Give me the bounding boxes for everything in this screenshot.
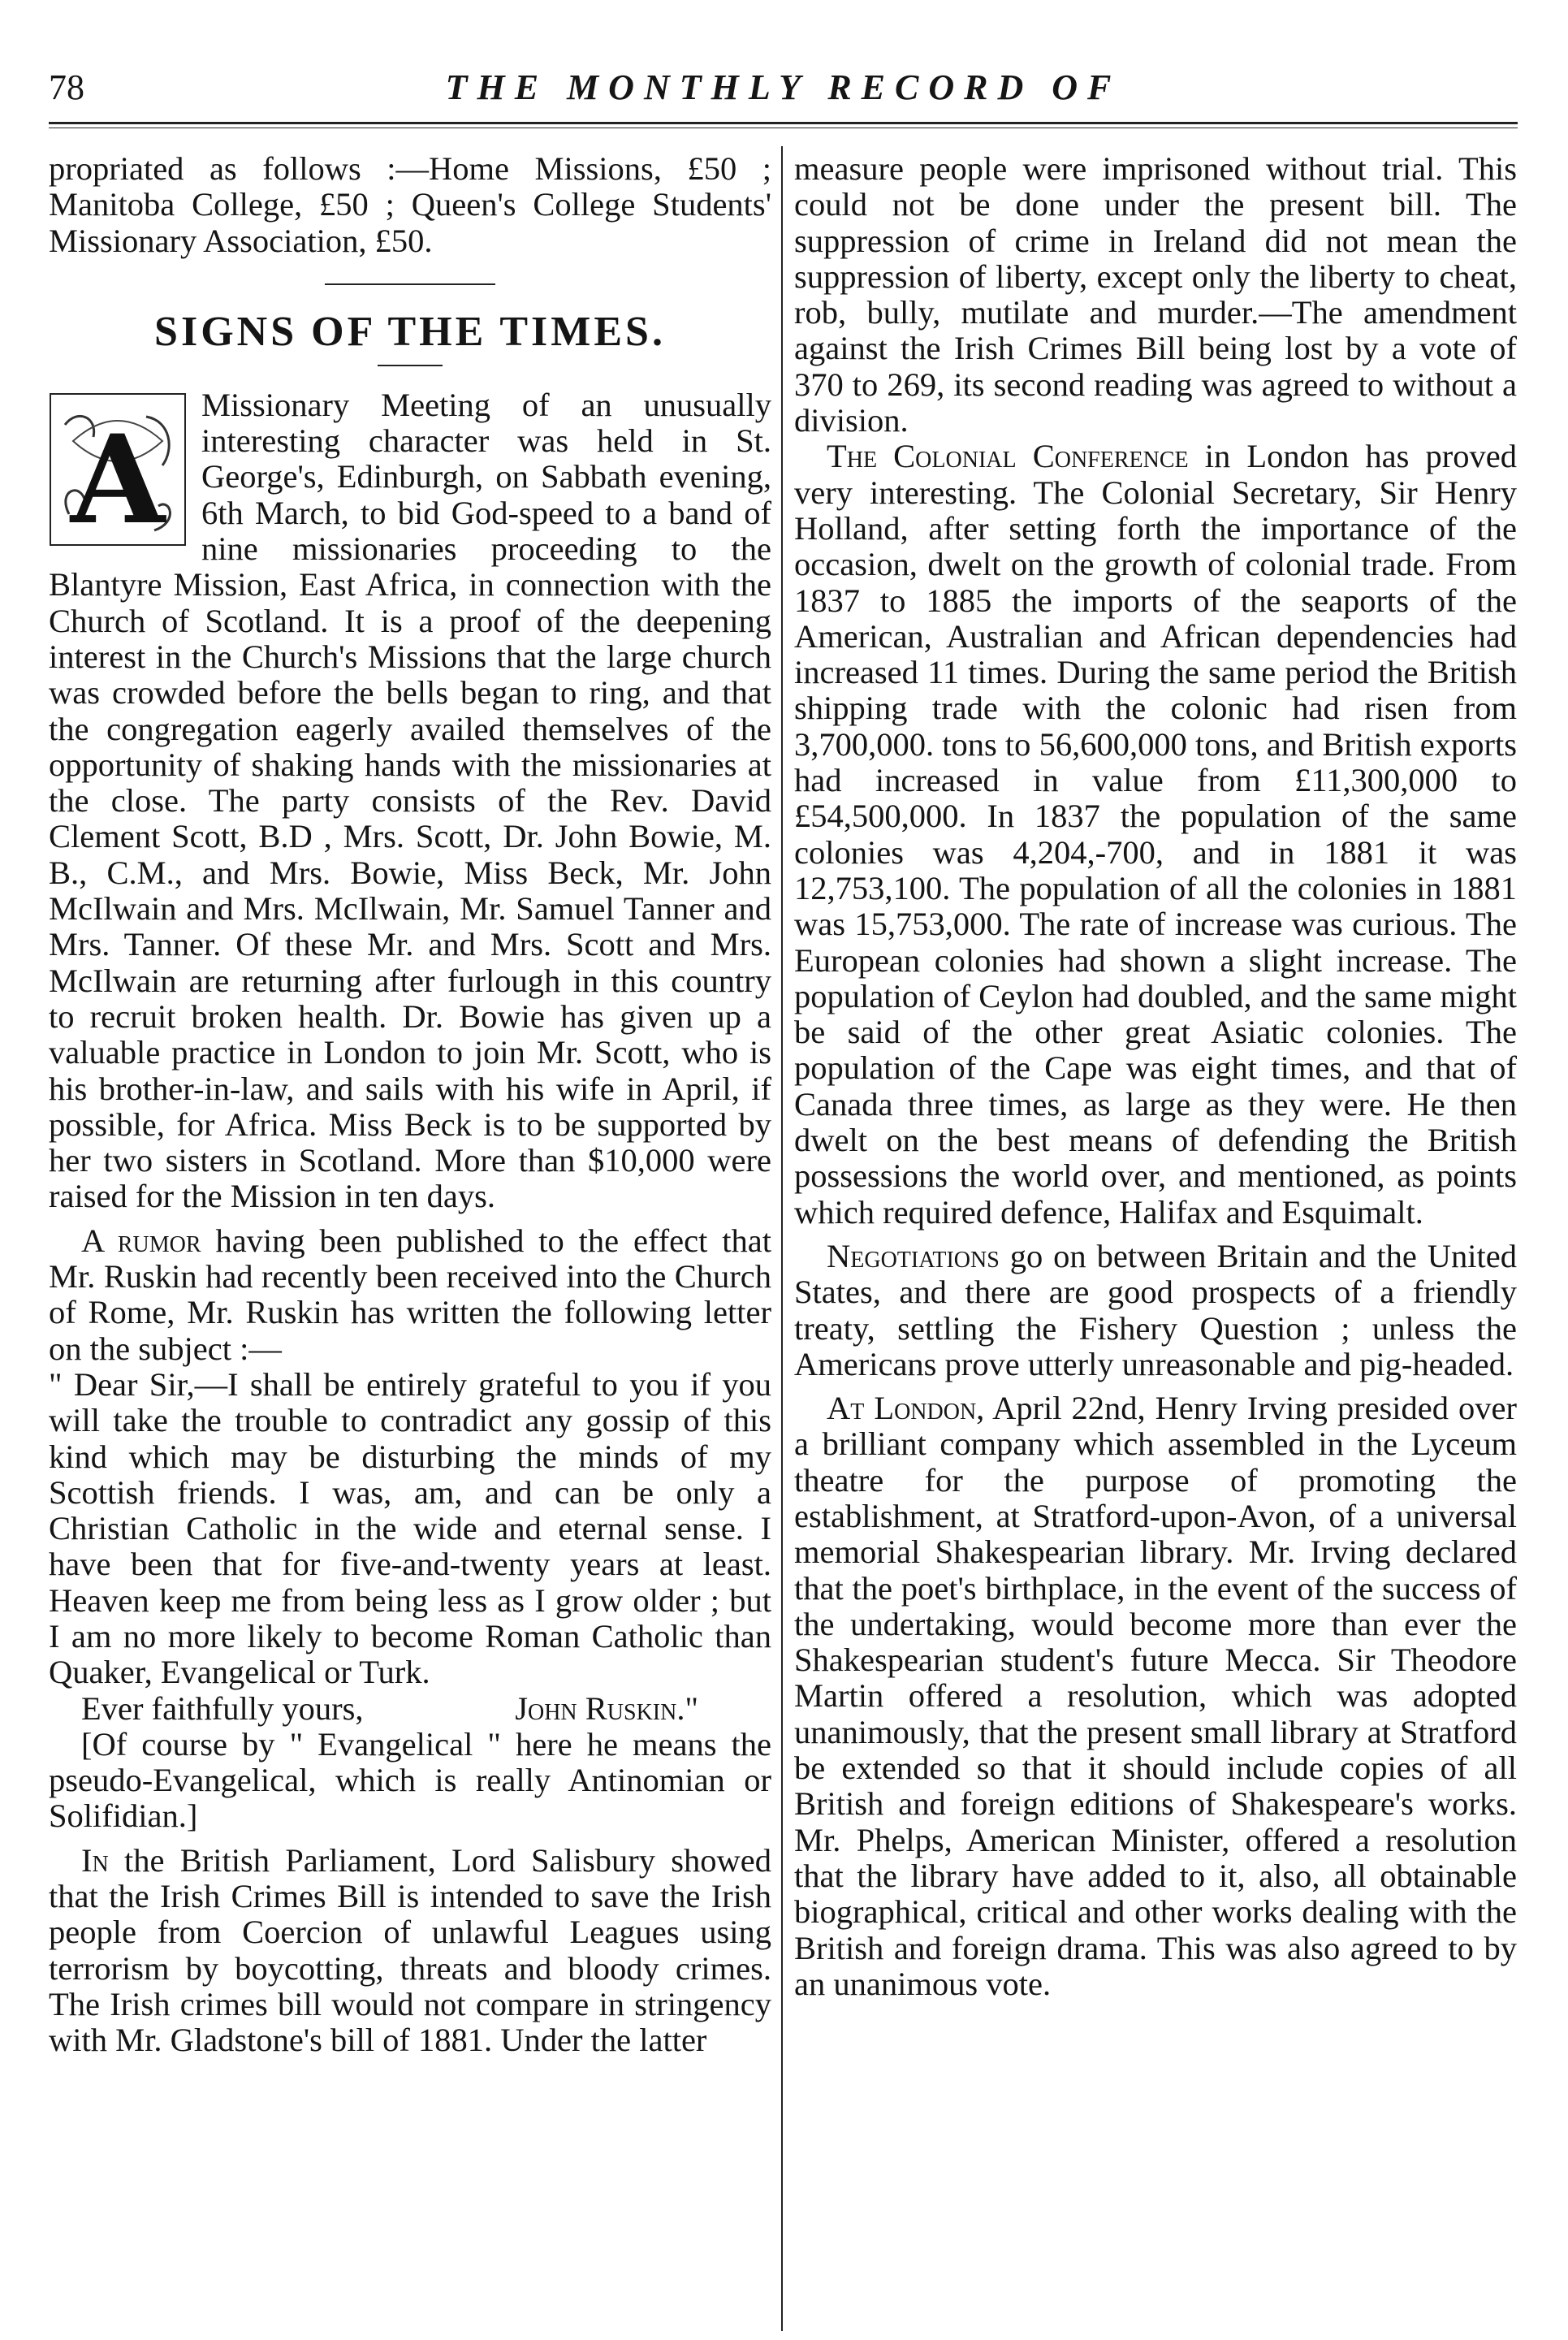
editorial-note: [Of course by " Evangelical " here he means the pseudo-Evangelical, which is really Antinomian or Solifidian.]: [49, 1725, 771, 1835]
paragraph-colonial-conference: [794, 439, 1517, 1231]
paragraph-text: April 22nd, Henry Irving presided over a brilliant company which assembled in the Lyceum theatre for the purpose of promoting the establishment, at Stratford-upon-Avon, of a universal memorial Shakespearian library. Mr. Irving declared that the poet's birthplace, in the event of the success of the undertaking, would become more than ever the Shakespearian student's future Mecca. Sir Theodore Martin offered a resolution, which was adopted unanimously, that the present small library at Stratford be extended so that it should include copies of all British and foreign editions of Shakespeare's works. Mr. Phelps, American Minister, offered a resolution that the library have added to it, also, all obtainable biographical, critical and other works dealing with the British and foreign drama. This was also agreed to by an unanimous vote.: [794, 1390, 1517, 2002]
running-header: [49, 63, 1518, 112]
running-title: THE MONTHLY RECORD OF: [445, 67, 1121, 107]
paragraph-continuation: measure people were imprisoned without trial. This could not be done under the present bill. The suppression of crime in Ireland did not mean the suppression of liberty, except only the liberty to cheat, rob, bully, mutilate and murder.—The amendment against the Irish Crimes Bill being lost by a vote of 370 to 269, its second reading was agreed to without a division.: [794, 150, 1517, 439]
paragraph-ruskin-rumor: [49, 1223, 771, 1367]
header-rule: [49, 122, 1518, 124]
paragraph-text: Missionary Meeting of an unusually interesting character was held in St. George's, Edinburgh, on Sabbath evening, 6th March, to bid God-speed to a band of nine missionaries proceeding to the Blantyre Mission, East Africa, in connection with the Church of Scotland. It is a proof of the deepening interest in the Church's Missions that the large church was crowded before the bells began to ring, and that the congregation eagerly availed themselves of the opportunity of shaking hands with the missionaries at the close. The party consists of the Rev. David Clement Scott, B.D , Mrs. Scott, Dr. John Bowie, M. B., C.M., and Mrs. Bowie, Miss Beck, Mr. John McIlwain and Mrs. McIlwain, Mr. Samuel Tanner and Mrs. Tanner. Of these Mr. and Mrs. Scott and Mrs. McIlwain are returning after furlough in this country to recruit broken health. Dr. Bowie has given up a valuable practice in London to join Mr. Scott, who is his brother-in-law, and sails with his wife in April, if possible, for Africa. Miss Beck is to be supported by her two sisters in Scotland. More than $10,000 were raised for the Mission in ten days.: [49, 386, 771, 1215]
section-title: SIGNS OF THE TIMES.: [154, 308, 666, 355]
section-divider: [325, 283, 495, 285]
lead-words: Negotiations: [827, 1237, 1000, 1274]
ornamental-initial: [49, 392, 187, 547]
lead-words: At London,: [827, 1390, 985, 1427]
lead-words: A rumor: [81, 1222, 201, 1259]
paragraph-parliament: [49, 1843, 771, 2059]
left-column: [49, 151, 771, 2059]
paragraph-missionary-meeting: [49, 387, 771, 1215]
signature-name: John Ruskin.": [515, 1689, 698, 1727]
paragraph-continuation: propriated as follows :—Home Missions, £50 ; Manitoba College, £50 ; Queen's College Students' Missionary Association, £50.: [49, 150, 771, 259]
paragraph-text: in London has proved very interesting. The Colonial Secretary, Sir Henry Holland, after setting forth the importance of the occasion, dwelt on the growth of colonial trade. From 1837 to 1885 the imports of the seaports of the American, Australian and African dependencies had increased 11 times. During the same period the British shipping trade with the colonic had risen from 3,700,000. tons to 56,600,000 tons, and British exports had increased in value from £11,300,000 to £54,500,000. In 1837 the population of the same colonies was 4,204,-700, and in 1881 it was 12,753,100. The population of all the colonies in 1881 was 15,753,000. The rate of increase was curious. The European colonies had shown a slight increase. The population of Ceylon had doubled, and the same might be said of the other great Asiatic colonies. The population of the Cape was eight times, and that of Canada three times, as large as they were. He then dwelt on the best means of defending the British possessions the world over, and mentioned, as points which required defence, Halifax and Esquimalt.: [794, 438, 1517, 1231]
paragraph-text: the British Parliament, Lord Salisbury showed that the Irish Crimes Bill is intended to save the Irish people from Coercion of unlawful Leagues using terrorism by boycotting, threats and bloody crimes. The Irish crimes bill would not compare in stringency with Mr. Gladstone's bill of 1881. Under the latter: [49, 1841, 771, 2059]
signature-closing: Ever faithfully yours,: [81, 1689, 364, 1727]
paragraph-at-london: [794, 1391, 1517, 2002]
dropcap-letter: A: [70, 408, 166, 547]
title-underline: [378, 365, 443, 366]
ruskin-letter: " Dear Sir,—I shall be entirely grateful to you if you will take the trouble to contradict any gossip of this kind which may be disturbing the minds of my Scottish friends. I was, am, and can be only a Christian Catholic in the wide and eternal sense. I have been that for five-and-twenty years at least. Heaven keep me from being less as I grow older ; but I am no more likely to become Roman Catholic than Quaker, Evangelical or Turk.: [49, 1365, 771, 1691]
lead-words: The Colonial Conference: [827, 438, 1189, 475]
paragraph-text: having been published to the effect that Mr. Ruskin had recently been received into the Church of Rome, Mr. Ruskin has written the following letter on the subject :—: [49, 1222, 771, 1367]
lead-words: In: [81, 1841, 109, 1879]
paragraph-text: go on between Britain and the United States, and there are good prospects of a friendly treaty, settling the Fishery Question ; unless the Americans prove utterly unreasonable and pig-headed.: [794, 1237, 1517, 1382]
column-divider: [781, 146, 783, 2331]
page-number: 78: [49, 67, 84, 107]
letter-signature: [49, 1691, 771, 1727]
paragraph-negotiations: [794, 1239, 1517, 1382]
right-column: [794, 151, 1517, 2002]
